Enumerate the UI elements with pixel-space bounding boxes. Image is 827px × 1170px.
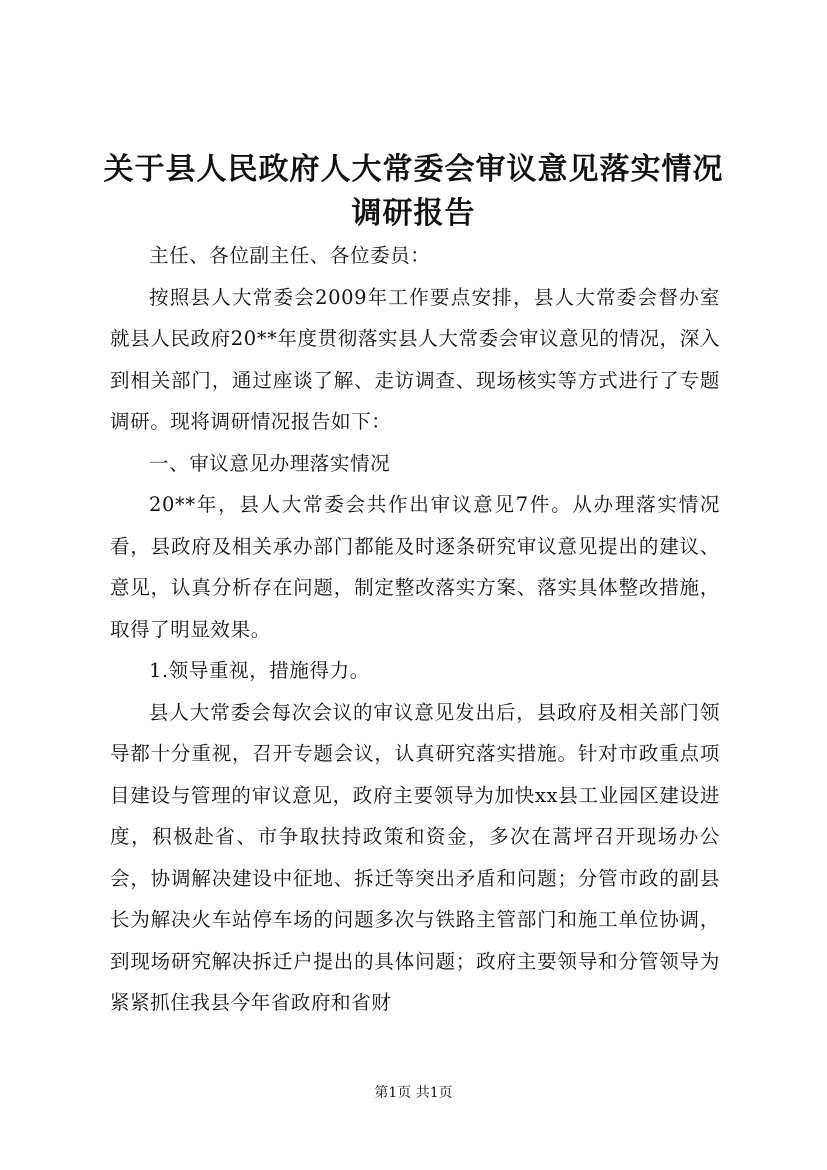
salutation-paragraph: 主任、各位副主任、各位委员：: [149, 244, 431, 267]
subheading-1: 1.领导重视，措施得力。: [149, 659, 370, 682]
page-number: 第1页 共1页: [374, 1085, 453, 1101]
section-1-paragraph: 20**年，县人大常委会共作出审议意见7件。从办理落实情况看，县政府及相关承办部门都能及时逐条研究审议意见提出的建议、意见，认真分析存在问题，制定整改落实方案、落实具体整改措施，取得了明显效果。: [110, 493, 720, 641]
intro-paragraph: 按照县人大常委会2009年工作要点安排，县人大常委会督办室就县人民政府20**年度贯彻落实县人大常委会审议意见的情况，深入到相关部门，通过座谈了解、走访调查、现场核实等方式进行了专题调研。现将调研情况报告如下：: [110, 285, 720, 433]
document-body: [110, 235, 720, 1024]
section-heading-1: 一、审议意见办理落实情况: [149, 451, 391, 475]
document-title-line2: 调研报告: [351, 196, 476, 231]
subsection-1-paragraph: 县人大常委会每次会议的审议意见发出后，县政府及相关部门领导都十分重视，召开专题会议，认真研究落实措施。针对市政重点项目建设与管理的审议意见，政府主要领导为加快xx县工业园区建设进度，积极赴省、市争取扶持政策和资金，多次在蒿坪召开现场办公会，协调解决建设中征地、拆迁等突出矛盾和问题；分管市政的副县长为解决火车站停车场的问题多次与铁路主管部门和施工单位协调，到现场研究解决拆迁户提出的具体问题；政府主要领导和分管领导为紧紧抓住我县今年省政府和省财: [110, 700, 720, 1014]
document-title-line1: 关于县人民政府人大常委会审议意见落实情况: [103, 152, 724, 187]
